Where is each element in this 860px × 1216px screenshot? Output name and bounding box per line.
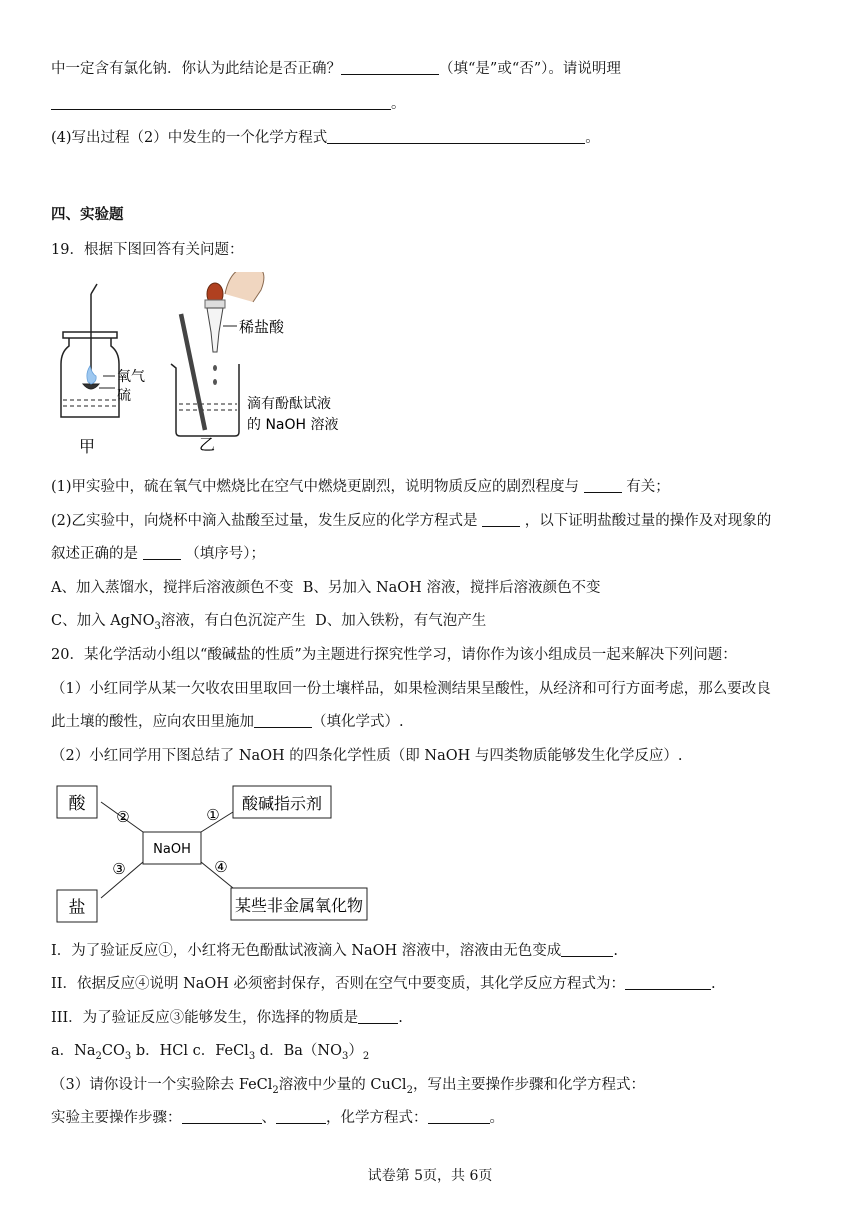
answer-blank[interactable] [358,1009,398,1024]
option-line: a．$Na_2CO_3$ b．HCl c．FeCl$_3$ d．$Ba(NO_3)_2$ [51,1043,370,1062]
question-part-2: （2）小红同学用下图总结了 NaOH 的四条化学性质（即 NaOH 与四类物质能够发生化学反应）. [51,748,683,764]
question-part-III: III．为了验证反应③能够发生，你选择的物质是 . [51,1010,403,1026]
question-part-2-cont: 叙述正确的是 （填序号）； [51,546,265,562]
question-part-I: I．为了验证反应①，小红将无色酚酞试液滴入 NaOH 溶液中，溶液由无色变成 . [51,943,618,959]
question-text-line: (4)写出过程（2）中发生的一个化学方程式 。 [51,130,600,146]
question-part-1: (1)甲实验中，硫在氧气中燃烧比在空气中燃烧更剧烈，说明物质反应的剧烈程度与 有关； [51,479,670,495]
answer-blank[interactable] [254,713,312,728]
question-stem: 19．根据下图回答有关问题： [51,242,244,258]
question-part-3: （3）请你设计一个实验除去 FeCl$_2$溶液中少量的 CuCl$_2$，写出主要操作步骤和化学方程式： [51,1077,645,1096]
question-part-II: II．依据反应④说明 NaOH 必须密封保存，否则在空气中要变质，其化学反应方程式为： . [51,976,716,992]
answer-blank[interactable] [341,60,439,75]
gas-jar-diagram [61,284,145,456]
acid-label: 稀盐酸 [239,318,285,336]
beaker-diagram [171,272,339,454]
indicator-box-label: 酸碱指示剂 [241,794,323,813]
figure-label-yi: 乙 [199,435,216,454]
figure-label-jia: 甲 [79,437,96,456]
section-title: 四、实验题 [51,207,124,223]
oxide-box-label: 某些非金属氧化物 [234,896,364,915]
question-part-1-cont: 此土壤的酸性，应向农田里施加 （填化学式）. [51,714,404,730]
naoh-properties-diagram [55,780,375,925]
page-footer: 试卷第 5页，共 6页 [367,1168,493,1184]
answer-blank[interactable] [276,1109,326,1124]
question-stem: 20．某化学活动小组以“酸碱盐的性质”为主题进行探究性学习，请你作为该小组成员一起来解决下列问题： [51,647,737,663]
oxygen-label: 氧气 [117,369,145,385]
answer-blank[interactable] [51,95,391,110]
answer-blank[interactable] [584,478,622,493]
reaction-number-1: ① [206,806,220,824]
answer-blank[interactable] [182,1109,262,1124]
answer-blank[interactable] [625,975,711,990]
reaction-number-3: ③ [112,860,126,878]
sulfur-label: 硫 [117,388,131,404]
option-line: A、加入蒸馏水，搅拌后溶液颜色不变 B、另加入 NaOH 溶液，搅拌后溶液颜色不变 [51,580,601,596]
question-part-1: （1）小红同学从某一欠收农田里取回一份土壤样品，如果检测结果呈酸性，从经济和可行方面考虑，那么要改良 [51,681,771,697]
answer-blank[interactable] [561,942,613,957]
acid-box-label: 酸 [68,794,86,814]
question-part-2: (2)乙实验中，向烧杯中滴入盐酸至过量，发生反应的化学方程式是 ，以下证明盐酸过量的操作及对现象的 [51,513,772,529]
question-text-line: 。 [51,94,406,114]
answer-blank[interactable] [482,512,520,527]
solution-label-1: 滴有酚酞试液 [247,396,331,412]
answer-blank[interactable] [143,545,181,560]
salt-box-label: 盐 [68,898,86,918]
option-line: C、加入 AgNO$_3$溶液，有白色沉淀产生 D、加入铁粉，有气泡产生 [51,613,487,632]
answer-blank[interactable] [428,1109,490,1124]
experiment-figure [55,272,365,458]
naoh-label: NaOH [153,842,191,857]
reaction-number-2: ② [116,808,130,826]
solution-label-2: 的 NaOH 溶液 [247,417,339,433]
answer-blank[interactable] [327,129,585,144]
question-text-line: 中一定含有氯化钠．你认为此结论是否正确？ （填“是”或“否”）。请说明理 [51,61,621,77]
question-part-3-answer: 实验主要操作步骤： 、 ，化学方程式： 。 [51,1110,504,1126]
reaction-number-4: ④ [214,858,228,876]
